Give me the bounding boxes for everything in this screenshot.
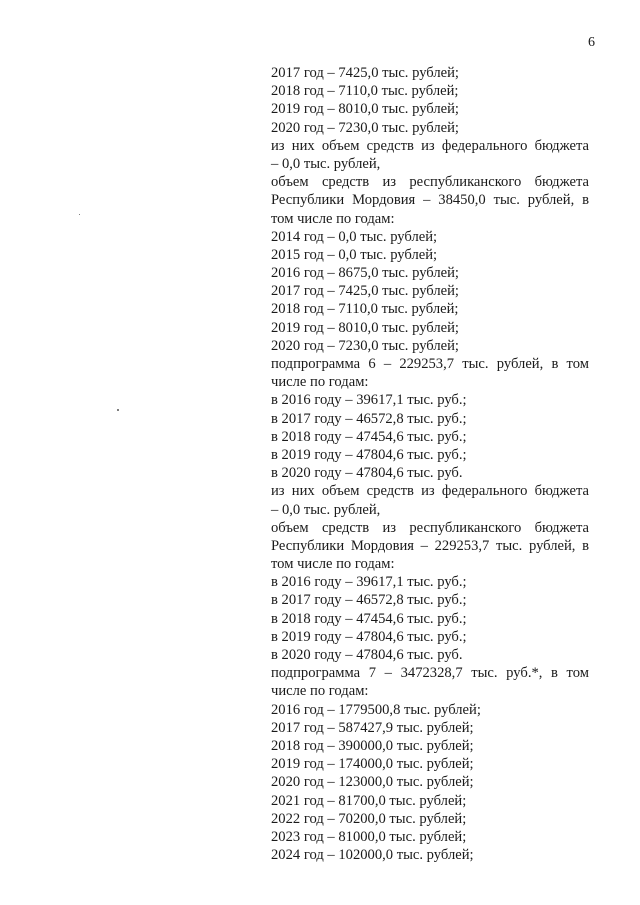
text-line: 2021 год – 81700,0 тыс. рублей;	[271, 792, 467, 809]
text-line: 2019 год – 8010,0 тыс. рублей;	[271, 319, 459, 336]
text-line: числе по годам:	[271, 683, 369, 700]
text-line: 2020 год – 123000,0 тыс. рублей;	[271, 774, 474, 791]
scan-speck	[117, 409, 119, 411]
text-line: – 0,0 тыс. рублей,	[271, 501, 381, 518]
text-line: в 2017 году – 46572,8 тыс. руб.;	[271, 410, 467, 427]
text-line: в 2020 году – 47804,6 тыс. руб.	[271, 465, 463, 482]
document-body	[271, 64, 589, 864]
text-line: в 2016 году – 39617,1 тыс. руб.;	[271, 574, 467, 591]
text-line: 2018 год – 7110,0 тыс. рублей;	[271, 83, 459, 100]
text-line: в 2016 году – 39617,1 тыс. руб.;	[271, 392, 467, 409]
text-line: 2017 год – 7425,0 тыс. рублей;	[271, 65, 459, 81]
text-line: – 0,0 тыс. рублей,	[271, 155, 381, 172]
text-line: 2014 год – 0,0 тыс. рублей;	[271, 228, 438, 245]
text-line: 2017 год – 587427,9 тыс. рублей;	[271, 719, 474, 736]
text-line: подпрограмма 7 – 3472328,7 тыс. руб.*, в том	[271, 665, 589, 682]
text-line: 2023 год – 81000,0 тыс. рублей;	[271, 828, 467, 845]
text-line: 2015 год – 0,0 тыс. рублей;	[271, 246, 438, 263]
text-line: 2020 год – 7230,0 тыс. рублей;	[271, 119, 459, 136]
text-line: подпрограмма 6 – 229253,7 тыс. рублей, в том	[271, 356, 589, 372]
text-line: 2017 год – 7425,0 тыс. рублей;	[271, 283, 459, 300]
text-line: в 2018 году – 47454,6 тыс. руб.;	[271, 428, 467, 445]
text-line: объем средств из республиканского бюджета	[271, 174, 589, 191]
text-line: 2019 год – 8010,0 тыс. рублей;	[271, 101, 459, 118]
text-line: Республики Мордовия – 229253,7 тыс. рублей, в	[271, 537, 589, 554]
text-line: 2024 год – 102000,0 тыс. рублей;	[271, 847, 474, 864]
text-line: в 2020 году – 47804,6 тыс. руб.	[271, 647, 463, 663]
text-line: в 2018 году – 47454,6 тыс. руб.;	[271, 610, 467, 627]
text-line: из них объем средств из федерального бюджета	[271, 137, 589, 154]
text-line: Республики Мордовия – 38450,0 тыс. рублей, в	[271, 192, 589, 209]
text-line: 2016 год – 8675,0 тыс. рублей;	[271, 265, 459, 282]
text-line: в 2019 году – 47804,6 тыс. руб.;	[271, 446, 467, 463]
text-line: 2022 год – 70200,0 тыс. рублей;	[271, 810, 467, 827]
text-line: 2018 год – 390000,0 тыс. рублей;	[271, 737, 474, 754]
text-line: объем средств из республиканского бюджета	[271, 519, 589, 536]
scan-speck	[79, 214, 80, 215]
text-line: том числе по годам:	[271, 210, 395, 227]
text-line: в 2017 году – 46572,8 тыс. руб.;	[271, 592, 467, 609]
page-number: 6	[588, 35, 595, 50]
text-line: числе по годам:	[271, 374, 369, 391]
text-line: 2018 год – 7110,0 тыс. рублей;	[271, 301, 459, 318]
text-line: в 2019 году – 47804,6 тыс. руб.;	[271, 628, 467, 645]
text-line: из них объем средств из федерального бюджета	[271, 483, 589, 500]
text-line: том числе по годам:	[271, 556, 395, 573]
text-line: 2020 год – 7230,0 тыс. рублей;	[271, 337, 459, 354]
text-line: 2019 год – 174000,0 тыс. рублей;	[271, 756, 474, 773]
text-line: 2016 год – 1779500,8 тыс. рублей;	[271, 701, 481, 718]
